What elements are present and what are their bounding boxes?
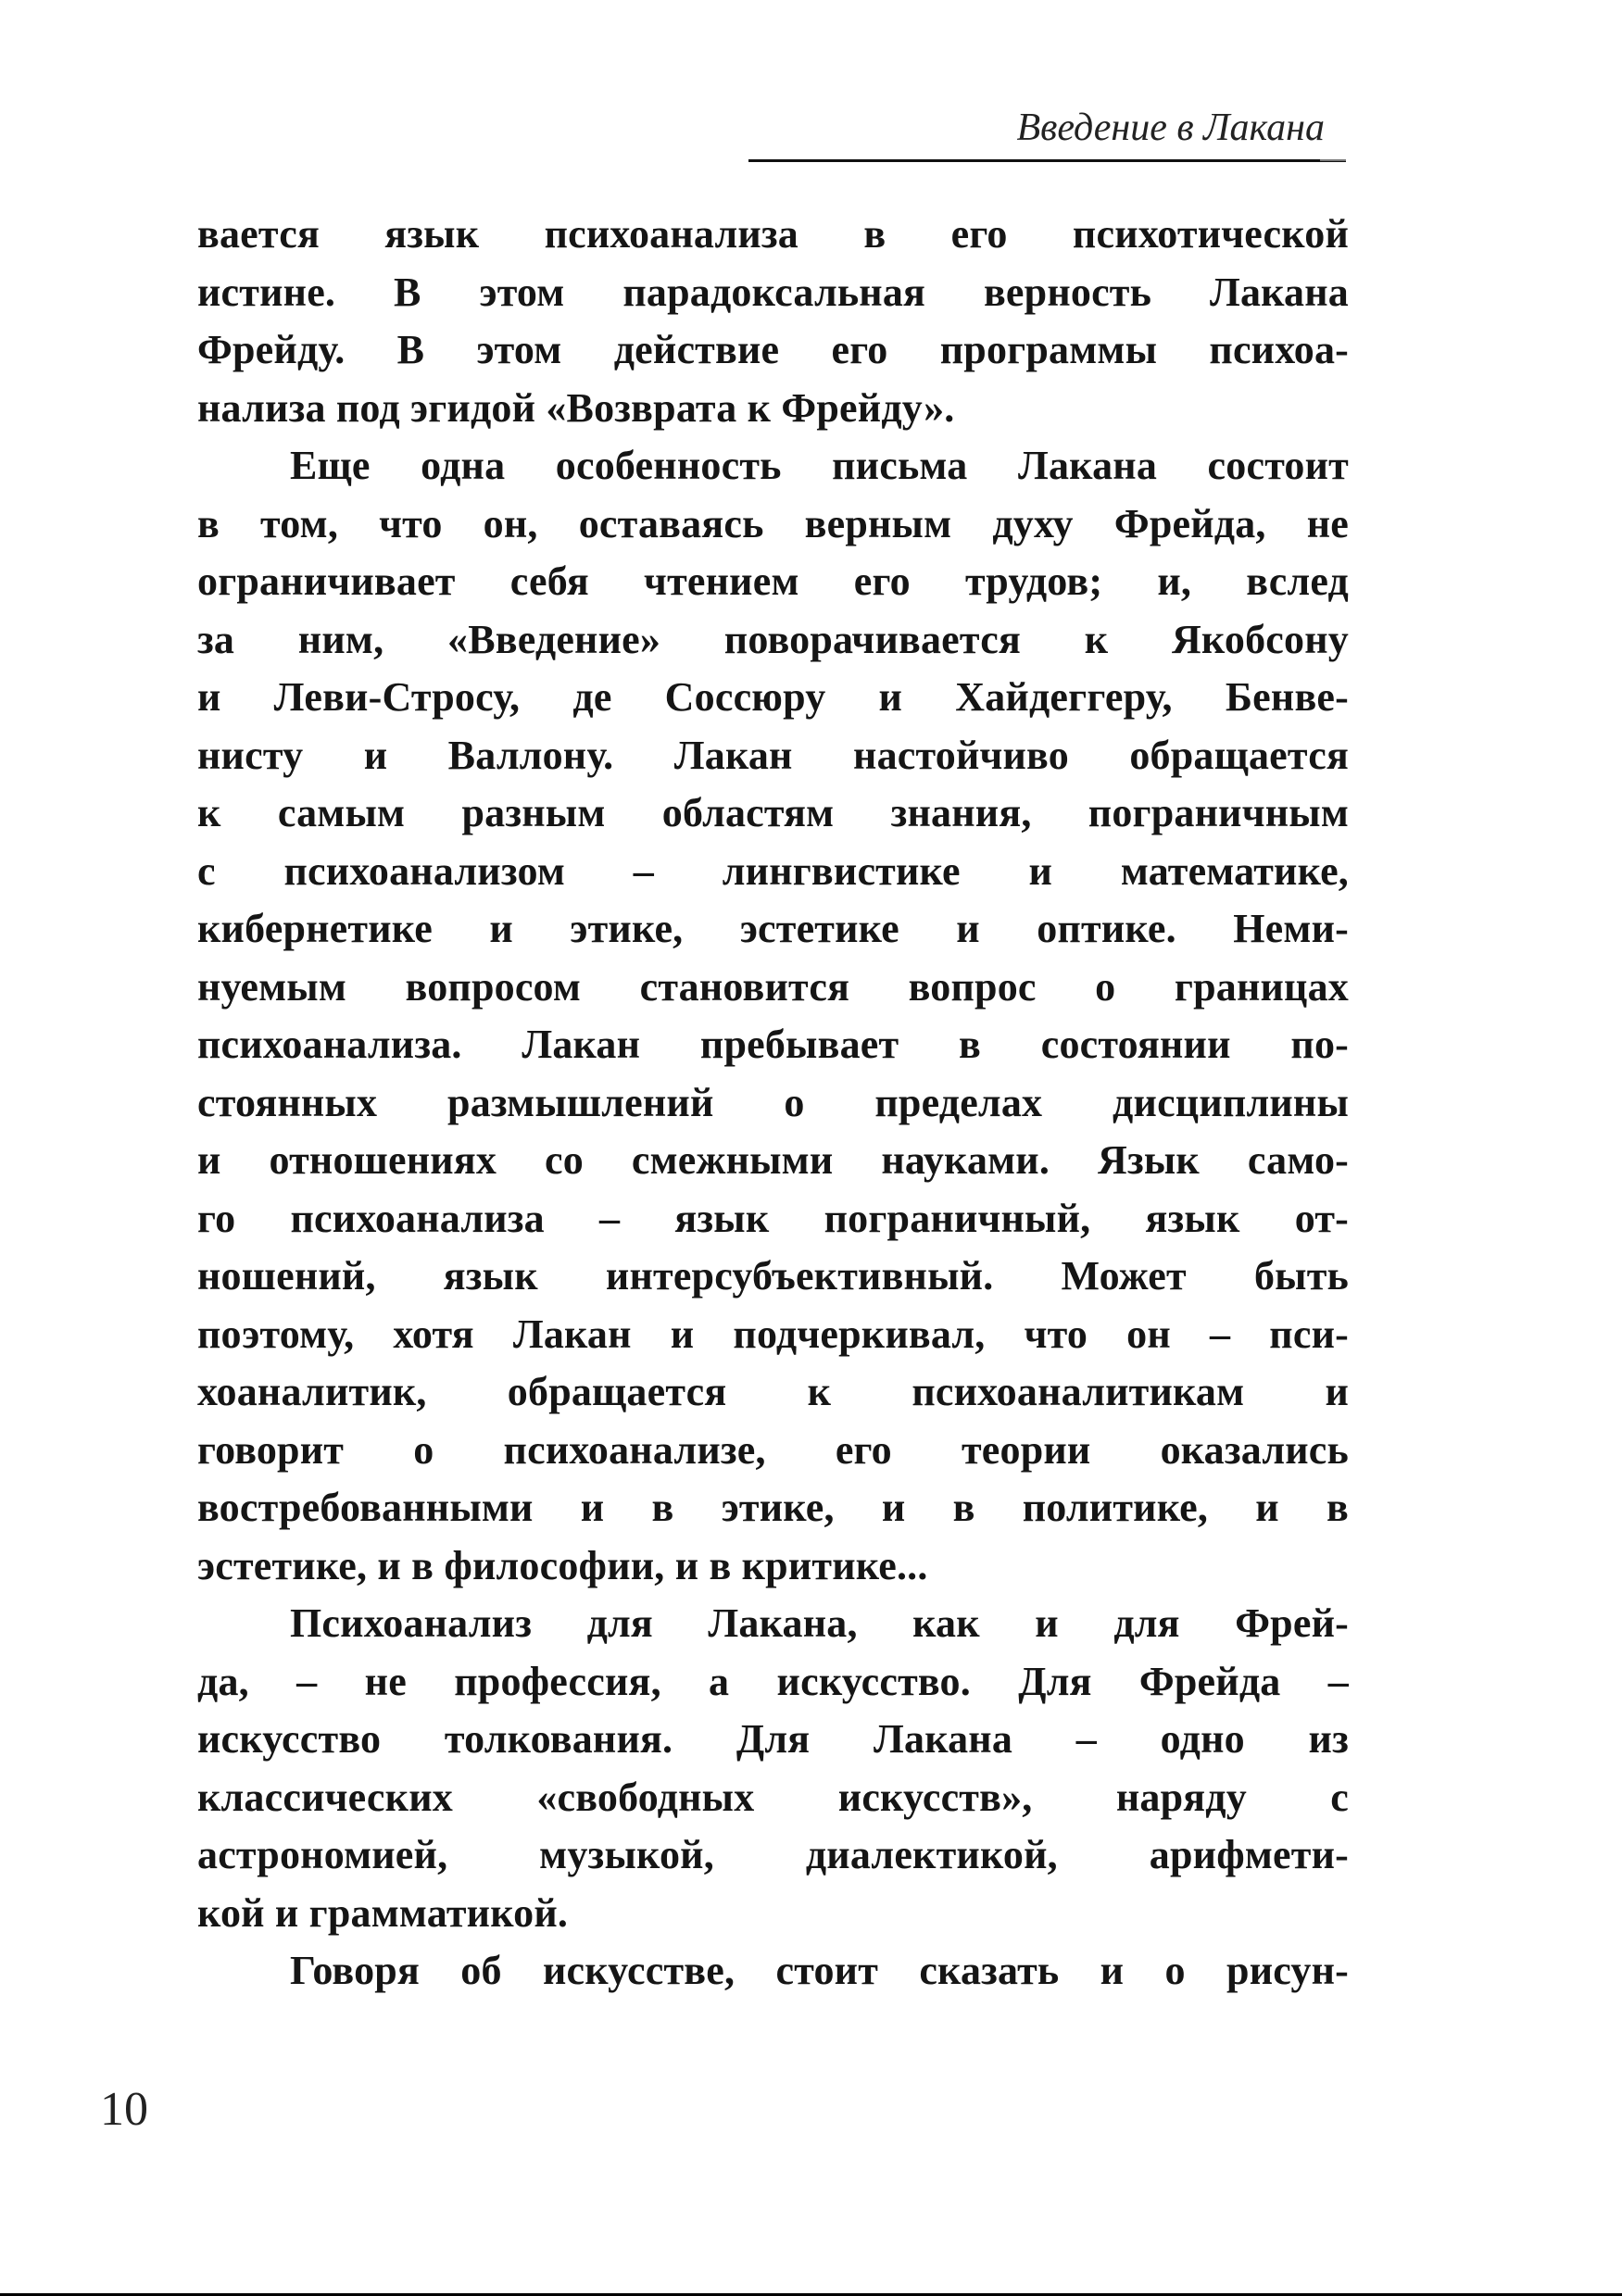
text-line: нализа под эгидой «Возврата к Фрейду».: [197, 384, 955, 431]
page-number: 10: [100, 2083, 148, 2136]
paragraph: [197, 206, 1349, 437]
running-head-title: Введение в Лакана: [1016, 107, 1325, 149]
text-line: искусство толкования. Для Лакана – одно из: [197, 1716, 1349, 1762]
text-line: астрономией, музыкой, диалектикой, арифмети-: [197, 1832, 1349, 1877]
paragraph: [197, 437, 1349, 1595]
text-line: кибернетике и этике, эстетике и оптике. Неми-: [197, 906, 1349, 951]
text-line: востребованными и в этике, и в политике, и в: [197, 1485, 1349, 1530]
text-line: нуемым вопросом становится вопрос о границах: [197, 963, 1349, 1010]
text-line: психоанализа. Лакан пребывает в состоянии по-: [197, 1022, 1349, 1067]
text-line: эстетике, и в философии, и в критике...: [197, 1542, 928, 1588]
text-line: классических «свободных искусств», наряду с: [197, 1774, 1349, 1820]
text-line: стоянных размышлений о пределах дисциплины: [197, 1079, 1349, 1125]
text-line: Говоря об искусстве, стоит сказать и о рисун-: [290, 1948, 1349, 1993]
paragraph: [197, 1595, 1349, 1942]
text-line: с психоанализом – лингвистике и математике,: [197, 847, 1349, 894]
text-line: хоаналитик, обращается к психоаналитикам и: [197, 1369, 1349, 1414]
text-line: поэтому, хотя Лакан и подчеркивал, что он – пси-: [197, 1311, 1349, 1357]
text-line: говорит о психоанализе, его теории оказались: [197, 1426, 1349, 1473]
text-line: Фрейду. В этом действие его программы психоа-: [197, 327, 1349, 372]
text-line: к самым разным областям знания, пограничным: [197, 790, 1349, 835]
text-line: кой и грамматикой.: [197, 1889, 569, 1936]
header-rule-tail: [1320, 159, 1346, 161]
text-line: за ним, «Введение» поворачивается к Якобсону: [197, 616, 1349, 662]
text-line: Еще одна особенность письма Лакана состоит: [290, 443, 1349, 488]
text-line: Психоанализ для Лакана, как и для Фрей-: [290, 1600, 1349, 1646]
text-line: го психоанализа – язык пограничный, язык от-: [197, 1195, 1349, 1241]
body-text: [197, 206, 1349, 2001]
text-line: нисту и Валлону. Лакан настойчиво обращается: [197, 732, 1349, 778]
text-line: ношений, язык интерсубъективный. Может быть: [197, 1253, 1349, 1299]
text-line: да, – не профессия, а искусство. Для Фрейда –: [197, 1658, 1349, 1704]
text-line: истине. В этом парадоксальная верность Лакана: [197, 269, 1349, 315]
text-line: и Леви-Стросу, де Соссюру и Хайдеггеру, Бенве-: [197, 674, 1349, 720]
text-line: и отношениях со смежными науками. Язык само-: [197, 1137, 1349, 1183]
text-line: вается язык психоанализа в его психотической: [197, 211, 1349, 257]
text-line: в том, что он, оставаясь верным духу Фрейда, не: [197, 500, 1349, 546]
text-line: ограничивает себя чтением его трудов; и, вслед: [197, 558, 1349, 604]
header-rule: [748, 159, 1346, 162]
paragraph: [197, 1942, 1349, 2001]
